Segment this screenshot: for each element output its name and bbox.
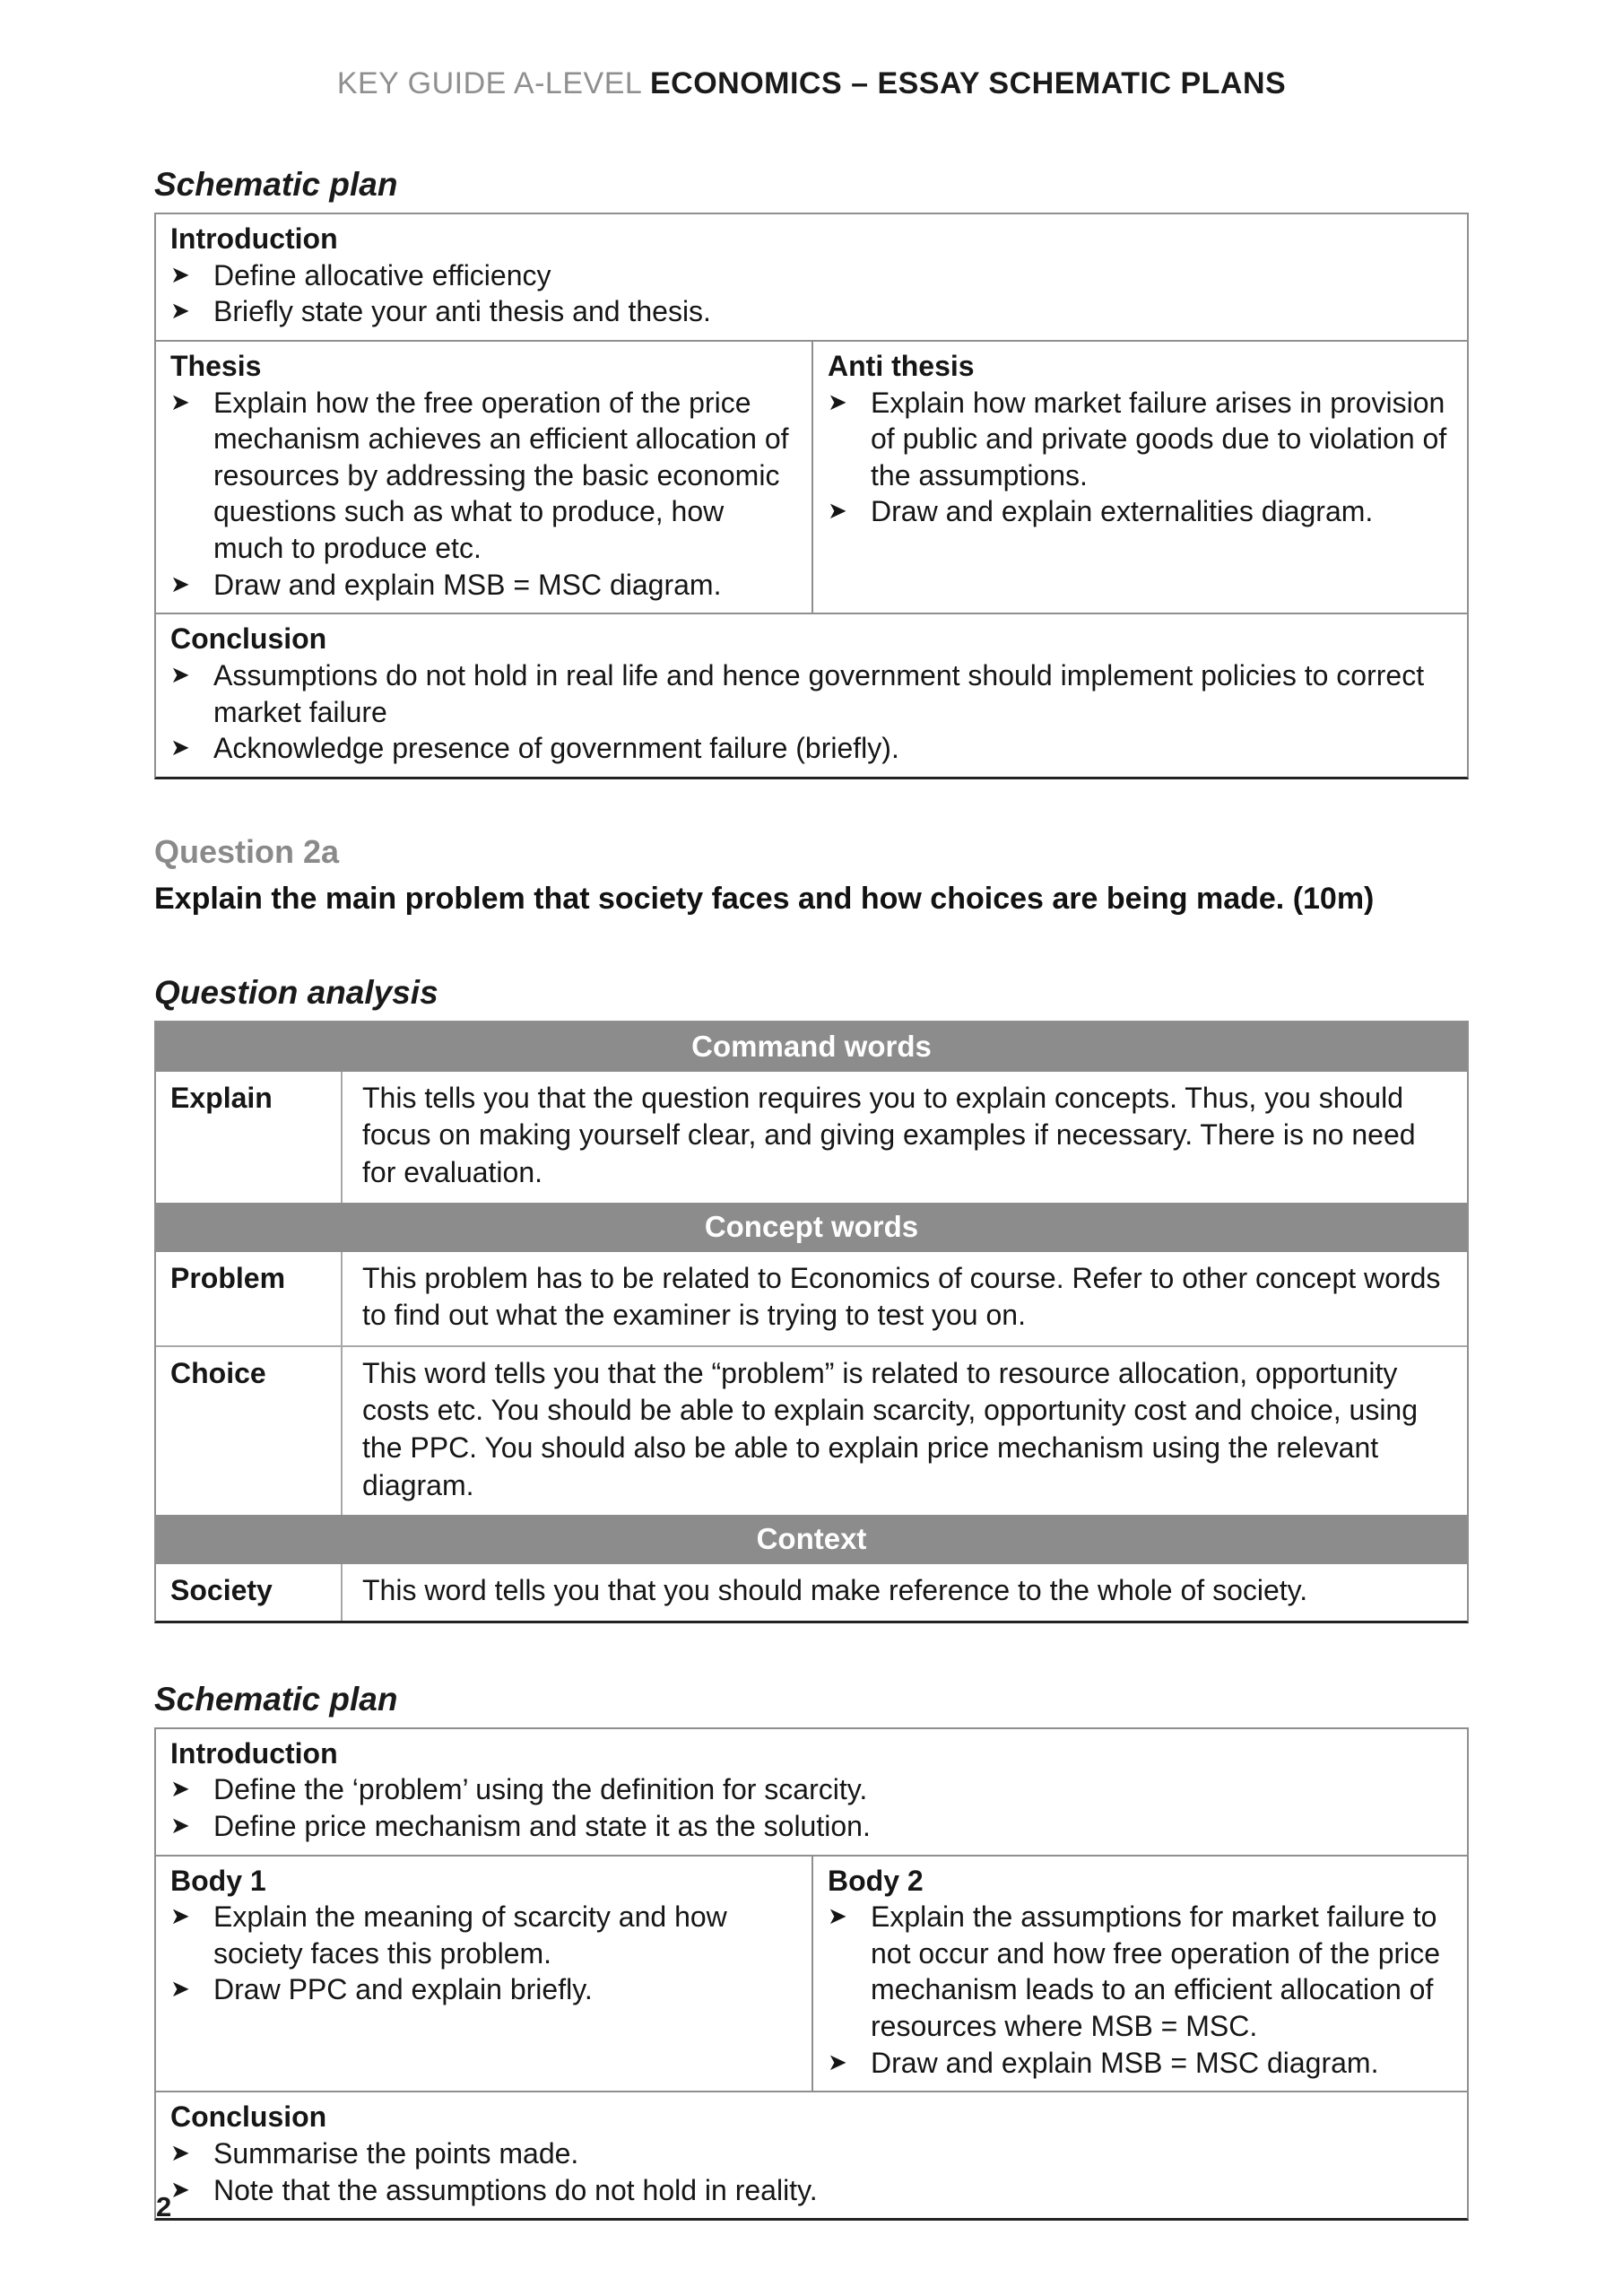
- arrow-bullet-icon: ➤: [170, 387, 190, 415]
- command-words-header: Command words: [156, 1022, 1467, 1072]
- bullet-item: [170, 293, 1451, 330]
- schematic-plan-1-title: Schematic plan: [154, 166, 398, 203]
- schematic-plan-2-title: Schematic plan: [154, 1680, 398, 1718]
- bullet-text: Note that the assumptions do not hold in reality.: [213, 2173, 818, 2206]
- arrow-bullet-icon: ➤: [170, 1902, 190, 1930]
- question-text: Explain the main problem that society faces and how choices are being made. (10m): [154, 881, 1375, 916]
- plan1-conclusion-row: [156, 613, 1467, 777]
- arrow-bullet-icon: ➤: [170, 260, 190, 288]
- plan1-antithesis-cell: [812, 342, 1467, 613]
- bullet-text: Draw and explain externalities diagram.: [871, 495, 1374, 528]
- plan1-thesis-cell: [156, 342, 812, 613]
- bullet-text: Define the ‘problem’ using the definition for scarcity.: [213, 1773, 868, 1806]
- bullet-item: [170, 1899, 795, 1971]
- table-row-choice: [156, 1345, 1467, 1515]
- bullet-item: [828, 493, 1451, 530]
- arrow-bullet-icon: ➤: [170, 1811, 190, 1839]
- table-row-explain: [156, 1072, 1467, 1203]
- bullet-item: [170, 2135, 1451, 2172]
- description-cell: This word tells you that you should make reference to the whole of society.: [341, 1564, 1467, 1621]
- header-title: ECONOMICS – ESSAY SCHEMATIC PLANS: [649, 66, 1287, 100]
- bullet-item: [170, 567, 795, 604]
- bullet-text: Explain the assumptions for market failure to not occur and how free operation of the price mechanism leads to an efficient allocation of resources where MSB = MSC.: [871, 1900, 1441, 2043]
- arrow-bullet-icon: ➤: [170, 1775, 190, 1803]
- arrow-bullet-icon: ➤: [828, 387, 847, 415]
- description-cell: This tells you that the question requires you to explain concepts. Thus, you should focus on making yourself clear, and giving examples if necessary. There is no need for evaluation.: [341, 1072, 1467, 1203]
- bullet-text: Explain how market failure arises in provision of public and private goods due to violation of the assumptions.: [871, 386, 1447, 491]
- context-header: Context: [156, 1515, 1467, 1564]
- bullet-text: Explain how the free operation of the price mechanism achieves an efficient allocation of resources by addressing the basic economic questions such as what to produce, how much to produce etc.: [213, 386, 789, 564]
- plan1-conclusion-cell: [156, 614, 1467, 777]
- description-cell: This problem has to be related to Economics of course. Refer to other concept words to find out what the examiner is trying to test you on.: [341, 1252, 1467, 1345]
- plan1-introduction-cell: [156, 214, 1467, 340]
- schematic-plan-1-table: [154, 213, 1469, 779]
- bullet-text: Summarise the points made.: [213, 2136, 579, 2170]
- page-header: [0, 0, 1623, 101]
- table-row-problem: [156, 1252, 1467, 1345]
- plan2-body1-cell: [156, 1857, 812, 2092]
- bullet-item: [170, 257, 1451, 294]
- bullet-text: Briefly state your anti thesis and thesis.: [213, 295, 711, 328]
- plan1-thesis-row: [156, 340, 1467, 613]
- bullet-text: Draw and explain MSB = MSC diagram.: [871, 2046, 1379, 2079]
- plan2-body2-heading: Body 2: [828, 1864, 924, 1897]
- bullet-item: [170, 657, 1451, 730]
- arrow-bullet-icon: ➤: [828, 2048, 847, 2075]
- arrow-bullet-icon: ➤: [170, 1975, 190, 2003]
- arrow-bullet-icon: ➤: [170, 297, 190, 325]
- table-row-society: [156, 1564, 1467, 1621]
- term-cell: Problem: [170, 1261, 286, 1294]
- bullet-item: [828, 1899, 1451, 2045]
- bullet-text: Draw and explain MSB = MSC diagram.: [213, 568, 722, 601]
- bullet-item: [170, 730, 1451, 767]
- bullet-text: Define price mechanism and state it as the solution.: [213, 1809, 871, 1842]
- bullet-text: Acknowledge presence of government failure (briefly).: [213, 732, 899, 765]
- bullet-text: Assumptions do not hold in real life and hence government should implement policies to correct market failure: [213, 658, 1425, 728]
- bullet-text: Explain the meaning of scarcity and how society faces this problem.: [213, 1900, 727, 1970]
- bullet-text: Define allocative efficiency: [213, 258, 551, 291]
- bullet-item: [170, 385, 795, 567]
- question-analysis-table: [154, 1021, 1469, 1623]
- plan1-conclusion-heading: Conclusion: [170, 622, 327, 656]
- schematic-plan-2-table: [154, 1727, 1469, 2222]
- plan1-introduction-heading: Introduction: [170, 222, 338, 255]
- plan2-conclusion-cell: [156, 2092, 1467, 2218]
- plan2-conclusion-heading: Conclusion: [170, 2100, 327, 2134]
- page-content: [154, 166, 1469, 2221]
- plan2-body2-cell: [812, 1857, 1467, 2092]
- plan2-body-row: [156, 1855, 1467, 2092]
- bullet-item: [170, 1971, 795, 2008]
- arrow-bullet-icon: ➤: [170, 660, 190, 688]
- plan1-introduction-row: [156, 214, 1467, 340]
- plan2-introduction-row: [156, 1729, 1467, 1855]
- plan2-introduction-cell: [156, 1729, 1467, 1855]
- plan1-antithesis-heading: Anti thesis: [828, 349, 975, 382]
- bullet-item: [170, 2172, 1451, 2209]
- bullet-item: [170, 1771, 1451, 1808]
- plan1-thesis-heading: Thesis: [170, 349, 262, 382]
- bullet-item: [828, 2045, 1451, 2082]
- bullet-item: [828, 385, 1451, 494]
- term-cell: Society: [170, 1574, 273, 1607]
- arrow-bullet-icon: ➤: [170, 734, 190, 761]
- bullet-text: Draw PPC and explain briefly.: [213, 1973, 593, 2006]
- page-number: 2: [156, 2191, 172, 2222]
- question-analysis-title: Question analysis: [154, 973, 438, 1011]
- question-label: Question 2a: [154, 832, 340, 870]
- term-cell: Explain: [170, 1081, 273, 1114]
- plan2-introduction-heading: Introduction: [170, 1736, 338, 1770]
- plan2-conclusion-row: [156, 2091, 1467, 2218]
- arrow-bullet-icon: ➤: [170, 2175, 190, 2203]
- bullet-item: [170, 1808, 1451, 1845]
- plan2-body1-heading: Body 1: [170, 1864, 266, 1897]
- arrow-bullet-icon: ➤: [170, 570, 190, 597]
- term-cell: Choice: [170, 1356, 266, 1389]
- arrow-bullet-icon: ➤: [170, 2138, 190, 2166]
- concept-words-header: Concept words: [156, 1203, 1467, 1252]
- arrow-bullet-icon: ➤: [828, 1902, 847, 1930]
- arrow-bullet-icon: ➤: [828, 497, 847, 525]
- header-series-label: KEY GUIDE A-LEVEL: [336, 66, 642, 100]
- description-cell: This word tells you that the “problem” is related to resource allocation, opportunity costs etc. You should be able to explain scarcity, opportunity cost and choice, using the PPC. You should also be able to explain price mechanism using the relevant diagram.: [341, 1347, 1467, 1515]
